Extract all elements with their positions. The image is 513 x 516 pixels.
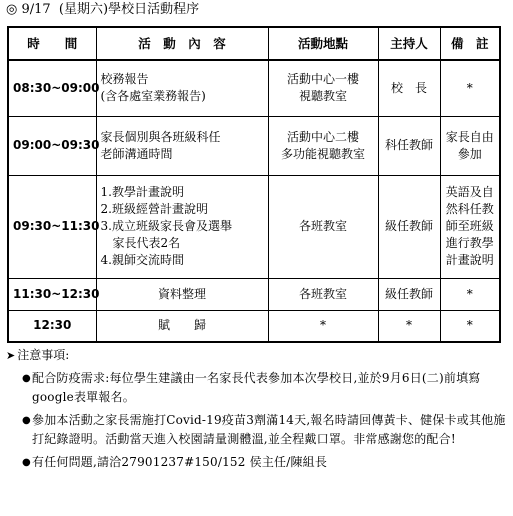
header-host: 主持人 xyxy=(378,27,440,60)
note-item xyxy=(6,411,506,449)
row-host: 級任教師 xyxy=(378,175,440,278)
row-host: * xyxy=(378,310,440,342)
row-note: * xyxy=(440,278,500,310)
header-content: 活 動 內 容 xyxy=(96,27,268,60)
schedule-table xyxy=(7,26,501,343)
note-item xyxy=(6,453,506,472)
table-row xyxy=(8,175,500,278)
row-note: * xyxy=(440,60,500,116)
row-content: 校務報告 (含各處室業務報告) xyxy=(96,60,268,116)
row-host: 校 長 xyxy=(378,60,440,116)
notes-section xyxy=(6,346,506,472)
row-note: 家長自由 參加 xyxy=(440,116,500,175)
header-location: 活動地點 xyxy=(268,27,378,60)
row-note: 英語及自 然科任教 師至班級 進行教學 計畫說明 xyxy=(440,175,500,278)
row-location: 各班教室 xyxy=(268,278,378,310)
row-content: 1.教學計畫說明 2.班級經營計畫說明 3.成立班級家長會及選舉 家長代表2名 4.親師交流時間 xyxy=(96,175,268,278)
arrow-icon: ➤ xyxy=(6,349,16,362)
row-time: 09:30~11:30 xyxy=(8,175,96,278)
table-row xyxy=(8,60,500,116)
header-note: 備 註 xyxy=(440,27,500,60)
row-location: 活動中心二樓 多功能視聽教室 xyxy=(268,116,378,175)
note-text: 配合防疫需求:每位學生建議由一名家長代表參加本次學校日,並於9月6日(二)前填寫google表單報名。 xyxy=(32,371,481,404)
bullet-icon: ● xyxy=(22,415,31,426)
row-host: 科任教師 xyxy=(378,116,440,175)
notes-title xyxy=(6,346,506,365)
row-location: * xyxy=(268,310,378,342)
bullet-icon: ● xyxy=(22,373,31,384)
note-item xyxy=(6,369,506,407)
row-time: 11:30~12:30 xyxy=(8,278,96,310)
table-row xyxy=(8,278,500,310)
row-content: 賦 歸 xyxy=(96,310,268,342)
bullet-icon: ● xyxy=(22,457,31,468)
row-time: 12:30 xyxy=(8,310,96,342)
page-title: ◎ 9/17 (星期六)學校日活動程序 xyxy=(6,2,200,17)
note-text: 有任何問題,請洽27901237#150/152 侯主任/陳組長 xyxy=(32,455,328,469)
row-time: 09:00~09:30 xyxy=(8,116,96,175)
notes-title-text: 注意事項: xyxy=(17,348,70,362)
row-note: * xyxy=(440,310,500,342)
row-content: 家長個別與各班級科任 老師溝通時間 xyxy=(96,116,268,175)
row-content: 資料整理 xyxy=(96,278,268,310)
table-row xyxy=(8,116,500,175)
row-location: 活動中心一樓 視聽教室 xyxy=(268,60,378,116)
note-text: 參加本活動之家長需施打Covid-19疫苗3劑滿14天,報名時請回傳黃卡、健保卡或其他施打紀錄證明。活動當天進入校園請量測體溫,並全程戴口罩。非常感謝您的配合! xyxy=(32,413,506,446)
row-host: 級任教師 xyxy=(378,278,440,310)
table-header-row xyxy=(8,27,500,60)
row-time: 08:30~09:00 xyxy=(8,60,96,116)
row-location: 各班教室 xyxy=(268,175,378,278)
table-row xyxy=(8,310,500,342)
header-time: 時 間 xyxy=(8,27,96,60)
